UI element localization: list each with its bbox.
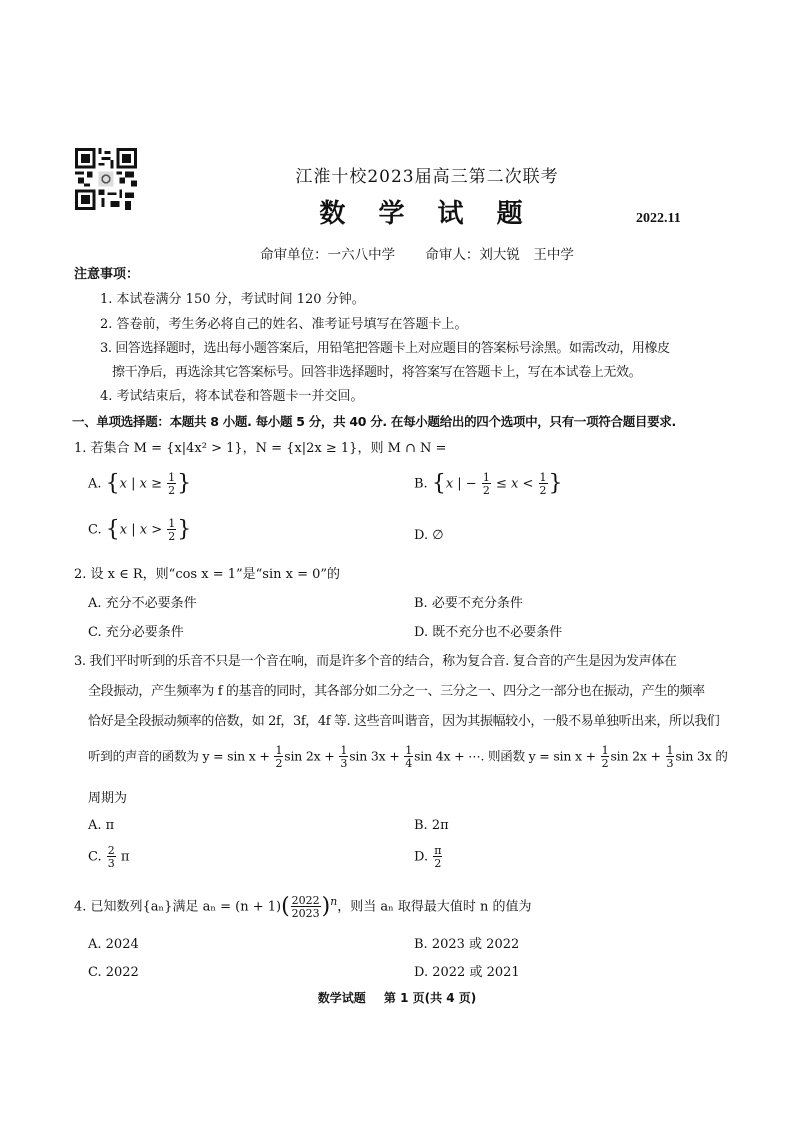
question-3-line: 恰好是全段振动频率的倍数，如 2f，3f，4f 等. 这些音叫谐音，因为其振幅较小，一般不易单独听出来，所以我们 (88, 714, 720, 729)
notice-heading: 注意事项： (74, 267, 140, 282)
setter-names: 命审人：刘大锐 王中学 (425, 247, 574, 263)
question-3-option-c: C. $\frac{2}{3}$ π (88, 844, 130, 870)
question-4-stem: 4. 已知数列{aₙ}满足 aₙ = (n + 1)( $\frac{2022}{2023}$ )$^n$，则当 aₙ 取得最大值时 n 的值为 (74, 893, 532, 920)
exam-authors (20, 246, 794, 264)
footer-subject: 数学试题 (317, 991, 366, 1005)
footer-page-number: 第 1 页(共 4 页) (383, 991, 477, 1005)
question-3-line: 全段振动，产生频率为 f 的基音的同时，其各部分如二分之一、三分之一、四分之一部分也在振动，产生的频率 (88, 684, 705, 699)
question-3-option-b: B. 2π (414, 818, 449, 833)
page-footer (0, 990, 794, 1006)
question-3-formula: 听到的声音的函数为 y = sin x + $\frac{1}{2}$ sin 2x + $\frac{1}{3}$ sin 3x + $\frac{1}{4}$ sin 4x + ⋯. 则函数 y = sin x + $\frac{1}{2}$ sin 2x + $\frac{1}{3}$ sin 3x 的 (88, 744, 728, 770)
exam-title: 数 学 试 题 (319, 199, 535, 229)
question-3-option-d: D. $\frac{\pi}{2}$ (414, 844, 442, 870)
question-3-option-a: A. π (88, 818, 115, 833)
notice-item: 2. 答卷前，考生务必将自己的姓名、准考证号填写在答题卡上。 (100, 317, 468, 332)
question-4-option-c: C. 2022 (88, 965, 139, 980)
section-heading: 一、单项选择题：本题共 8 小题. 每小题 5 分，共 40 分. 在每小题给出的四个选项中，只有一项符合题目要求. (72, 414, 676, 429)
question-3-line: 3. 我们平时听到的乐音不只是一个音在响，而是许多个音的结合，称为复合音. 复合音的产生是因为发声体在 (74, 654, 677, 669)
exam-subtitle: 江淮十校2023届高三第二次联考 (295, 167, 559, 187)
notice-item: 3. 回答选择题时，选出每小题答案后，用铅笔把答题卡上对应题目的答案标号涂黑。如需改动，用橡皮 (100, 341, 670, 356)
question-4-option-a: A. 2024 (88, 937, 139, 952)
notice-item: 擦干净后，再选涂其它答案标号。回答非选择题时，将答案写在答题卡上，写在本试卷上无效。 (112, 365, 642, 380)
setter-unit: 命审单位：一六八中学 (260, 247, 396, 263)
question-4-option-d: D. 2022 或 2021 (414, 965, 520, 980)
question-2-option-a: A. 充分不必要条件 (88, 596, 197, 611)
question-1-option-a: A. {x | x ≥ $\frac{1}{2}$ } (88, 471, 192, 497)
question-3-tail: 周期为 (88, 791, 128, 806)
question-1-option-d: D. ∅ (414, 528, 444, 543)
question-4-option-b: B. 2023 或 2022 (414, 937, 520, 952)
question-1-stem: 1. 若集合 M = {x|4x² > 1}，N = {x|2x ≥ 1}，则 M ∩ N = (74, 441, 447, 456)
question-1-option-b: B. {x | − $\frac{1}{2}$ ≤ x < $\frac{1}{2}$ } (414, 471, 563, 497)
question-2-option-b: B. 必要不充分条件 (414, 596, 523, 611)
notice-item: 4. 考试结束后，将本试卷和答题卡一并交回。 (100, 389, 364, 404)
question-2-option-d: D. 既不充分也不必要条件 (414, 625, 563, 640)
question-2-option-c: C. 充分必要条件 (88, 625, 184, 640)
notice-item: 1. 本试卷满分 150 分，考试时间 120 分钟。 (100, 292, 365, 307)
question-1-option-c: C. {x | x > $\frac{1}{2}$ } (88, 517, 192, 543)
exam-date: 2022.11 (636, 211, 681, 226)
question-2-stem: 2. 设 x ∈ R，则“cos x = 1”是“sin x = 0”的 (74, 567, 341, 582)
